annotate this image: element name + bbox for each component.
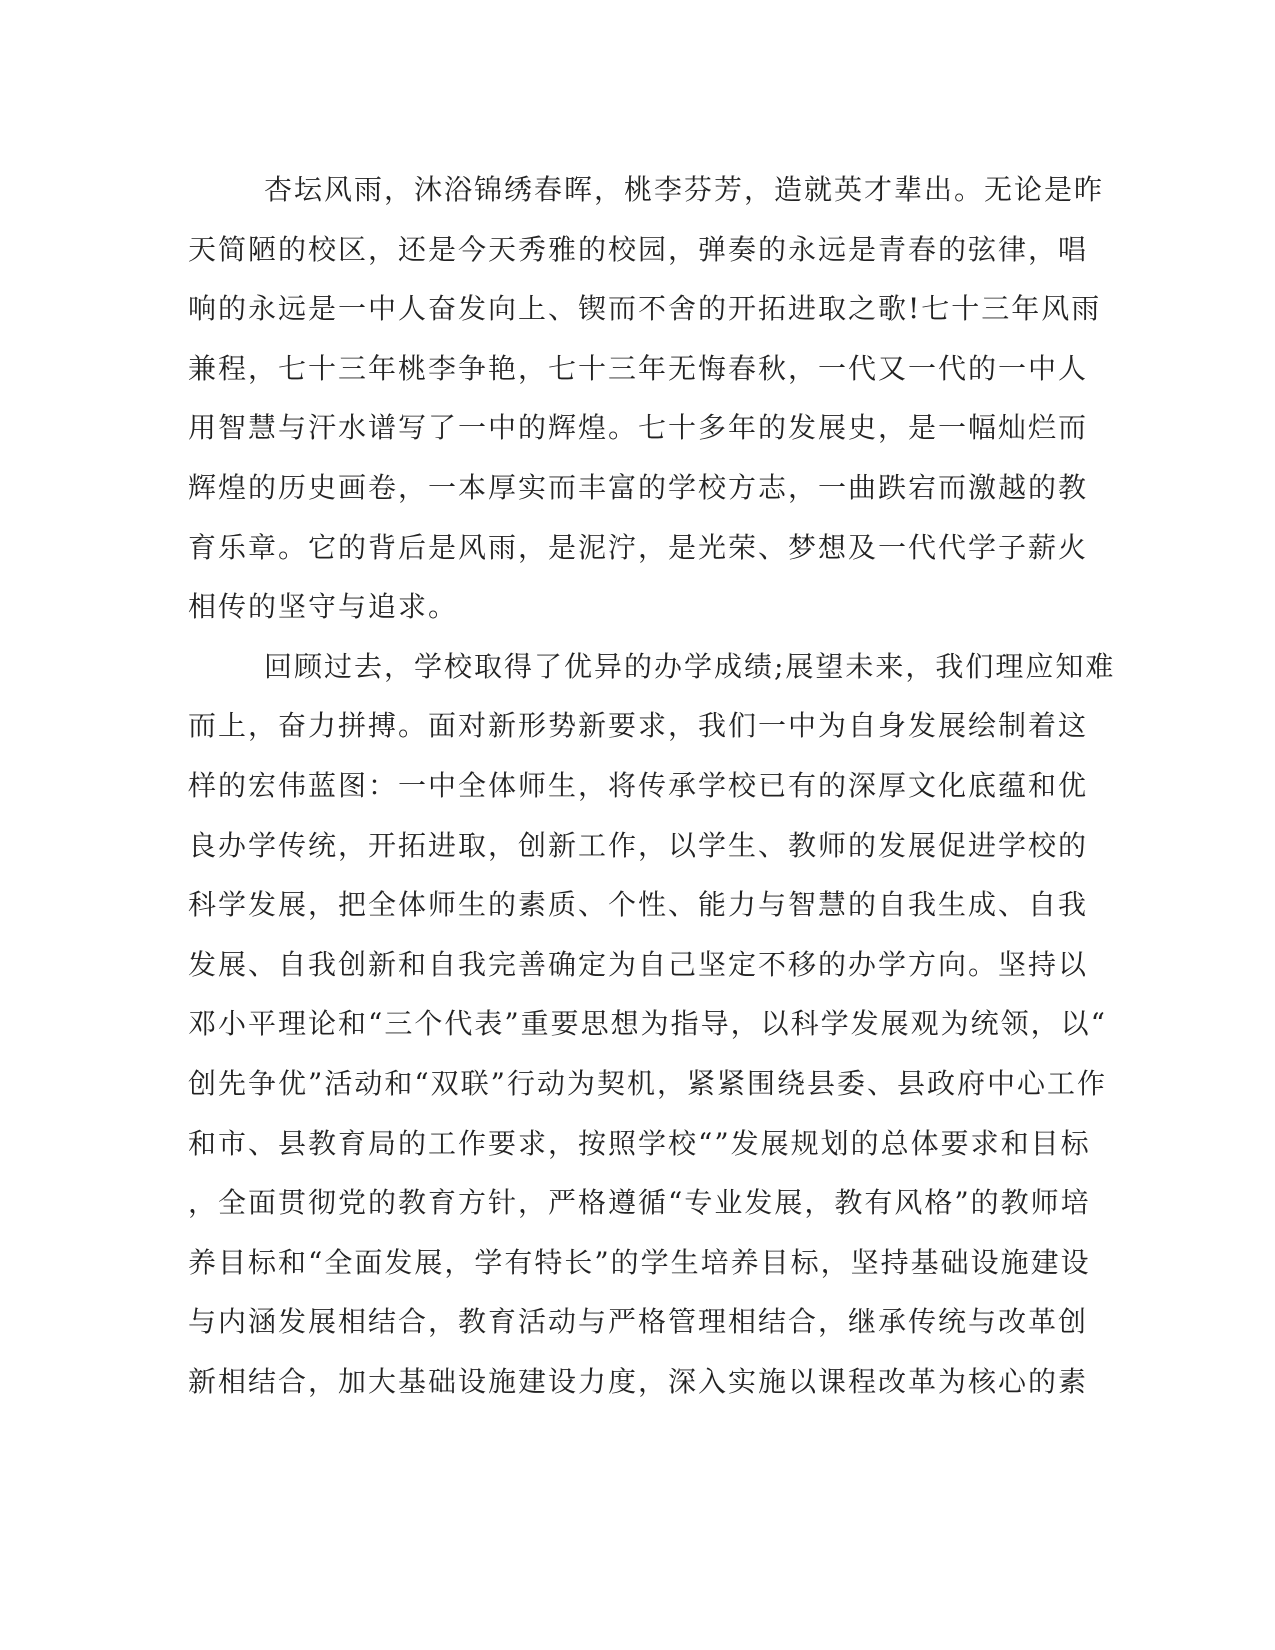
text-line: 而上，奋力拼搏。面对新形势新要求，我们一中为自身发展绘制着这 — [188, 709, 1089, 743]
text-line: 辉煌的历史画卷，一本厚实而丰富的学校方志，一曲跌宕而激越的教 — [188, 470, 1089, 504]
text-line: 养目标和“全面发展，学有特长”的学生培养目标，坚持基础设施建设 — [188, 1245, 1091, 1279]
paragraph-2 — [188, 637, 1116, 1412]
text-line: 良办学传统，开拓进取，创新工作，以学生、教师的发展促进学校的 — [188, 828, 1089, 862]
text-line: 与内涵发展相结合，教育活动与严格管理相结合，继承传统与改革创 — [188, 1305, 1089, 1339]
text-line: 发展、自我创新和自我完善确定为自己坚定不移的办学方向。坚持以 — [188, 947, 1089, 981]
text-line: 杏坛风雨，沐浴锦绣春晖，桃李芬芳，造就英才辈出。无论是昨 — [264, 173, 1105, 206]
text-line: 天简陋的校区，还是今天秀雅的校园，弹奏的永远是青春的弦律，唱 — [188, 232, 1089, 266]
text-line: ，全面贯彻党的教育方针，严格遵循“专业发展，教有风格”的教师培 — [188, 1186, 1091, 1220]
text-line: 新相结合，加大基础设施建设力度，深入实施以课程改革为核心的素 — [188, 1364, 1089, 1398]
text-line: 相传的坚守与追求。 — [188, 590, 459, 624]
text-line: 科学发展，把全体师生的素质、个性、能力与智慧的自我生成、自我 — [188, 888, 1089, 922]
text-line: 和市、县教育局的工作要求，按照学校“”发展规划的总体要求和目标 — [188, 1126, 1091, 1160]
text-line: 样的宏伟蓝图：一中全体师生，将传承学校已有的深厚文化底蕴和优 — [188, 768, 1089, 802]
text-line: 育乐章。它的背后是风雨，是泥泞，是光荣、梦想及一代代学子薪火 — [188, 530, 1089, 564]
paragraph-1 — [188, 160, 1105, 637]
body-text — [188, 160, 1116, 1411]
text-line: 响的永远是一中人奋发向上、锲而不舍的开拓进取之歌!七十三年风雨 — [188, 292, 1102, 326]
text-line: 兼程，七十三年桃李争艳，七十三年无悔春秋，一代又一代的一中人 — [188, 351, 1089, 385]
text-line: 创先争优”活动和“双联”行动为契机，紧紧围绕县委、县政府中心工作 — [188, 1066, 1107, 1100]
text-line: 用智慧与汗水谱写了一中的辉煌。七十多年的发展史，是一幅灿烂而 — [188, 411, 1089, 445]
text-line: 回顾过去，学校取得了优异的办学成绩;展望未来，我们理应知难 — [264, 649, 1116, 683]
text-line: 邓小平理论和“三个代表”重要思想为指导，以科学发展观为统领，以“ — [188, 1007, 1107, 1041]
